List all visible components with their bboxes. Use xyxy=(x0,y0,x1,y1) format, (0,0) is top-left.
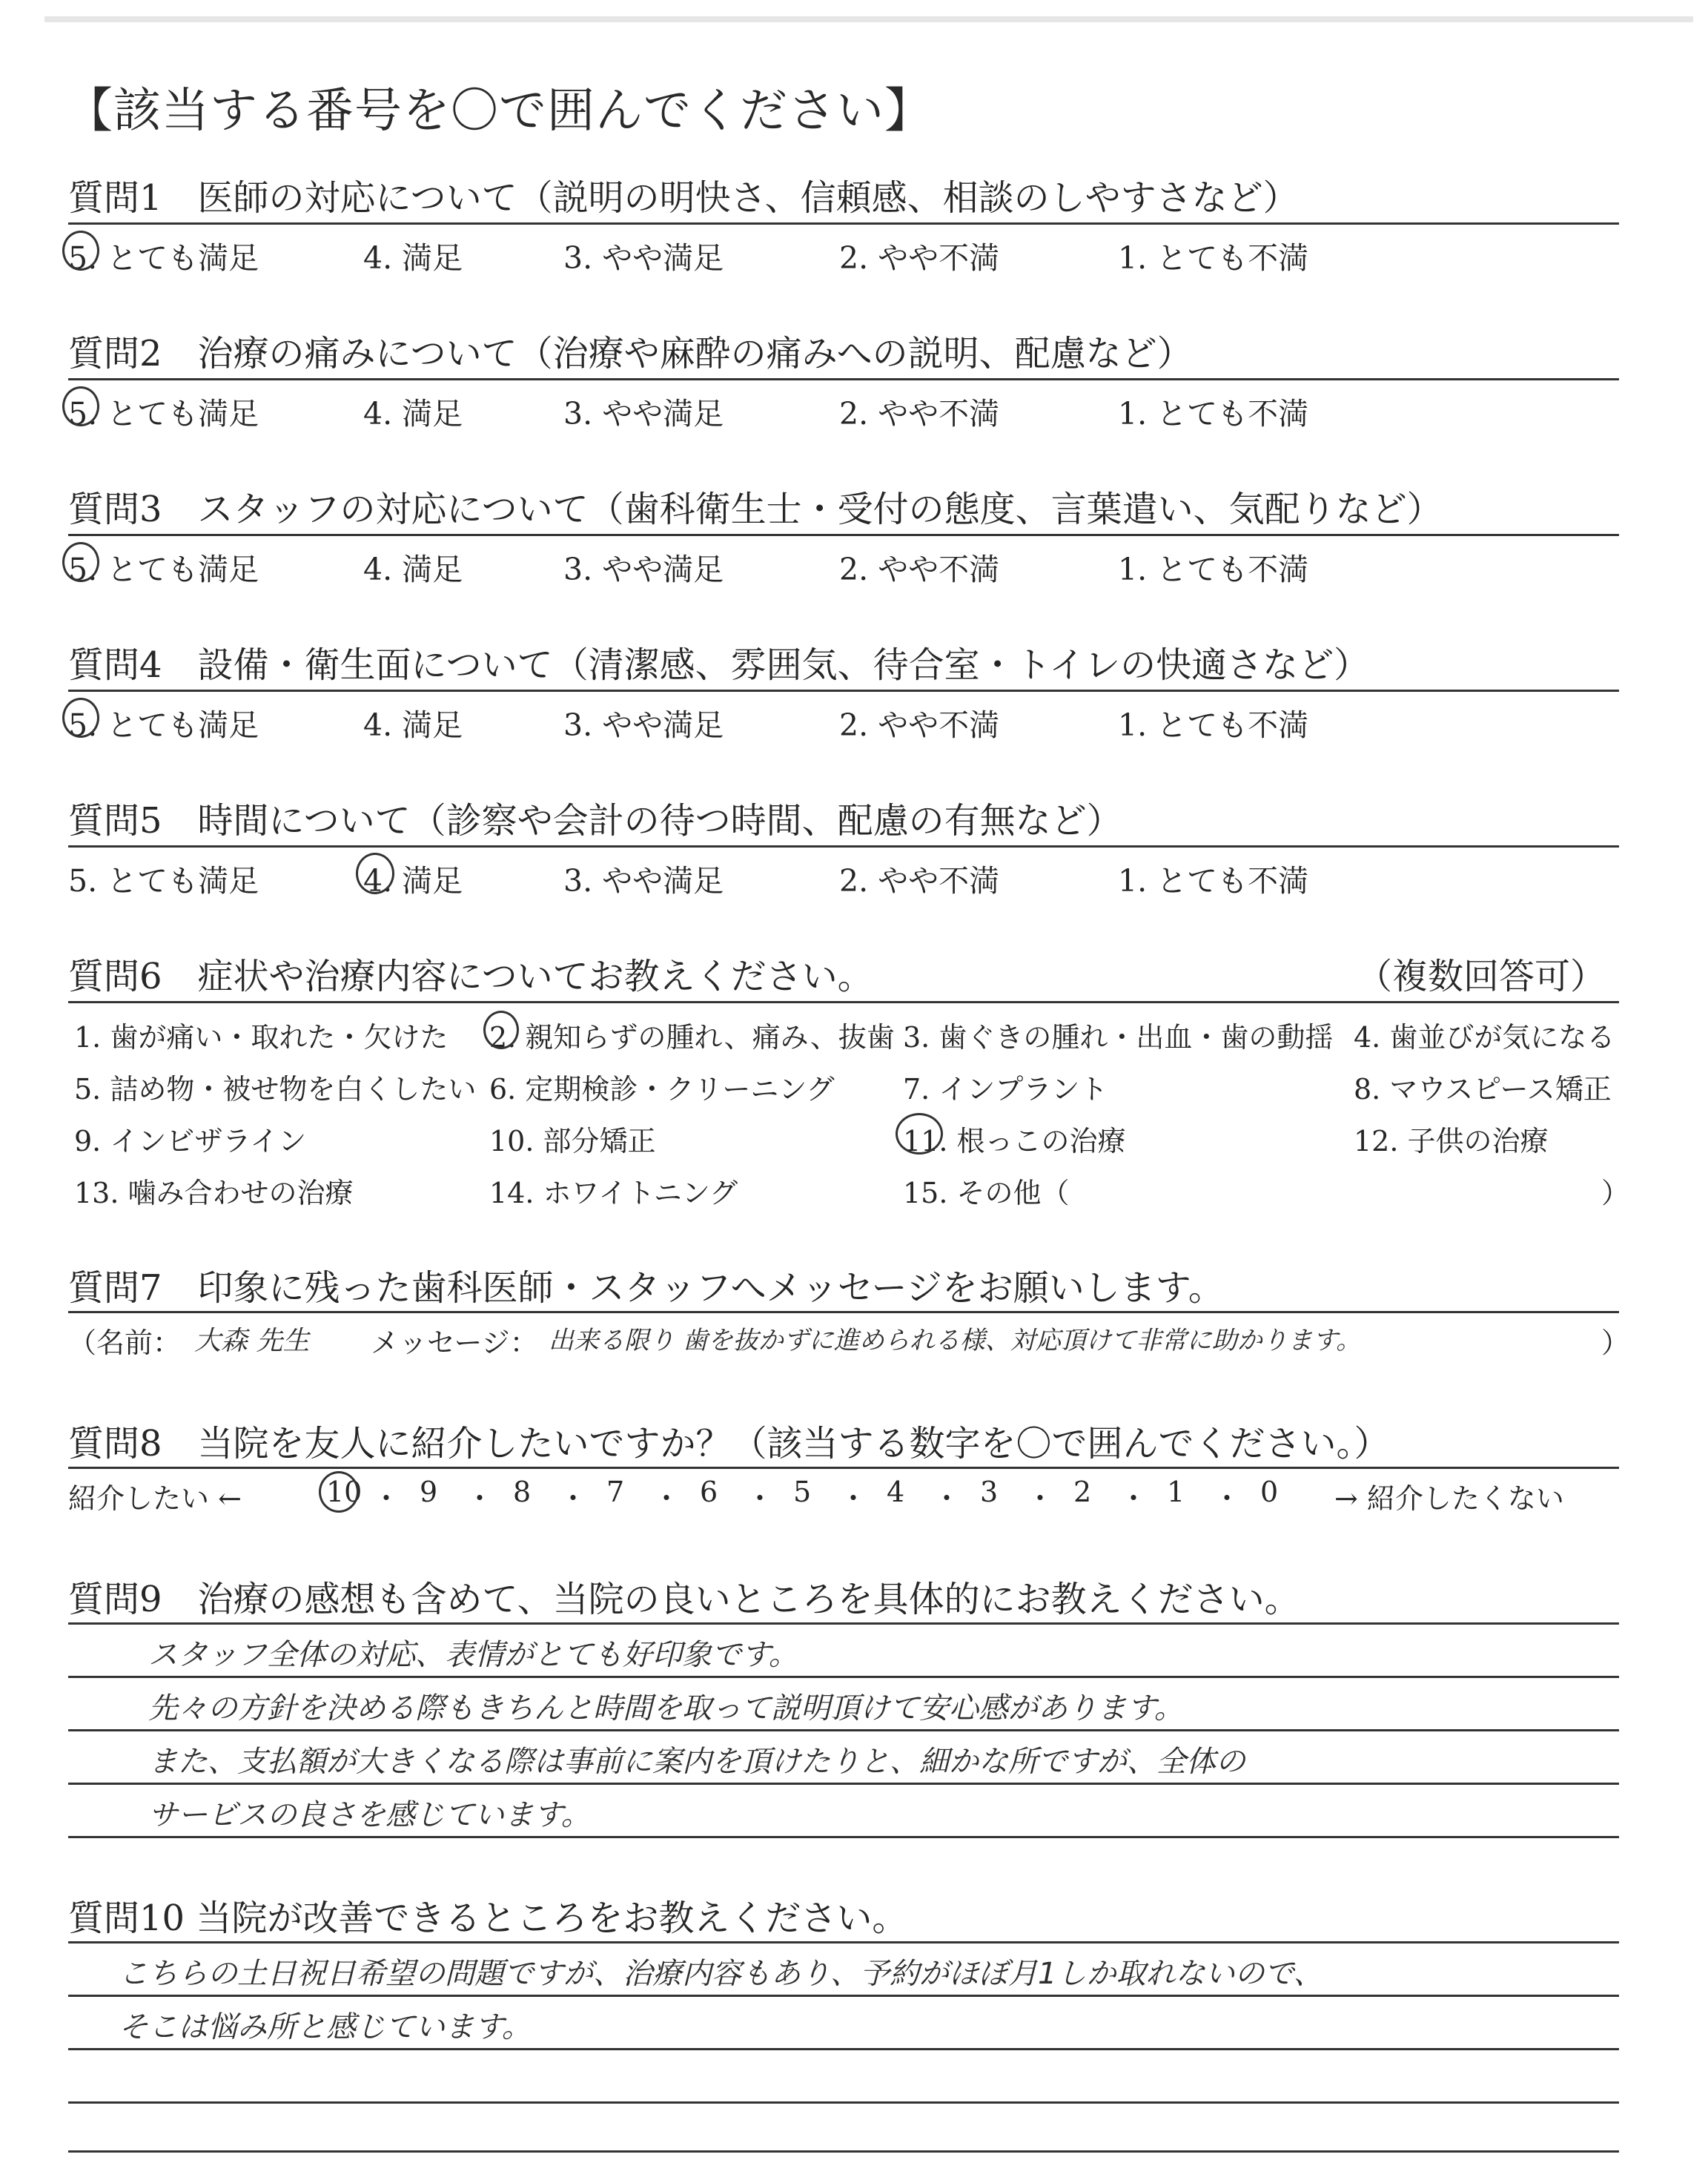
q10-rule-0 xyxy=(68,1941,1619,1943)
q8-scale-8[interactable]: 8 xyxy=(513,1476,532,1508)
q8-left-label: 紹介したい ← xyxy=(68,1482,242,1515)
q9-rule-4 xyxy=(68,1836,1619,1838)
q1-option-5[interactable]: 5. とても満足 xyxy=(68,240,259,276)
q9-answer-line-2[interactable]: 先々の方針を決める際もきちんと時間を取って説明頂けて安心感があります。 xyxy=(148,1691,1184,1725)
q8-scale-separator-dot: ・ xyxy=(372,1482,401,1515)
q8-right-label: → 紹介したくない xyxy=(1334,1482,1564,1515)
q8-scale-2[interactable]: 2 xyxy=(1073,1476,1092,1508)
q8-scale-3[interactable]: 3 xyxy=(980,1476,999,1508)
q3-option-3[interactable]: 3. やや満足 xyxy=(563,552,724,587)
q4-option-4[interactable]: 4. 満足 xyxy=(363,707,463,743)
q7-message-label: メッセージ： xyxy=(371,1327,538,1359)
q5-option-5[interactable]: 5. とても満足 xyxy=(68,863,259,899)
q3-rule xyxy=(68,534,1619,536)
q9-rule-0 xyxy=(68,1622,1619,1625)
q6-item-11[interactable]: 11. 根っこの治療 xyxy=(903,1125,1126,1157)
q6-item-1[interactable]: 1. 歯が痛い・取れた・欠けた xyxy=(74,1021,448,1054)
q6-item-3[interactable]: 3. 歯ぐきの腫れ・出血・歯の動揺 xyxy=(903,1021,1334,1054)
q1-option-1[interactable]: 1. とても不満 xyxy=(1118,240,1309,276)
q2-option-3[interactable]: 3. やや満足 xyxy=(563,396,724,432)
q6-item-11-circle xyxy=(896,1113,943,1155)
q9-rule-2 xyxy=(68,1729,1619,1731)
q7-rule xyxy=(68,1311,1619,1313)
q2-selected-circle xyxy=(62,386,99,426)
q7-name-label: （名前： xyxy=(68,1327,182,1359)
q7-title: 質問7 印象に残った歯科医師・スタッフへメッセージをお願いします。 xyxy=(68,1267,1224,1309)
q6-item-7[interactable]: 7. インプラント xyxy=(903,1073,1108,1106)
q6-item-6[interactable]: 6. 定期検診・クリーニング xyxy=(489,1073,835,1106)
q6-title: 質問6 症状や治療内容についてお教えください。 xyxy=(68,956,873,997)
q7-close-paren: ） xyxy=(1601,1327,1630,1359)
q5-selected-circle xyxy=(356,853,394,894)
q3-option-1[interactable]: 1. とても不満 xyxy=(1118,552,1309,587)
q6-item-15-close-paren: ） xyxy=(1601,1177,1630,1209)
q8-scale-5[interactable]: 5 xyxy=(793,1476,812,1508)
q6-rule xyxy=(68,1001,1619,1003)
q2-option-1[interactable]: 1. とても不満 xyxy=(1118,396,1309,432)
q4-option-5[interactable]: 5. とても満足 xyxy=(68,707,259,743)
q10-title: 質問10 当院が改善できるところをお教えください。 xyxy=(68,1898,908,1939)
q8-scale-separator-dot: ・ xyxy=(559,1482,588,1515)
q8-scale-separator-dot: ・ xyxy=(746,1482,775,1515)
q5-option-1[interactable]: 1. とても不満 xyxy=(1118,863,1309,899)
q8-selected-circle xyxy=(319,1471,359,1513)
q1-selected-circle xyxy=(62,231,99,271)
q9-rule-3 xyxy=(68,1783,1619,1785)
q8-rule xyxy=(68,1467,1619,1469)
q9-rule-1 xyxy=(68,1676,1619,1678)
q6-item-8[interactable]: 8. マウスピース矯正 xyxy=(1354,1073,1612,1106)
q6-item-5[interactable]: 5. 詰め物・被せ物を白くしたい xyxy=(74,1073,477,1106)
q6-item-2[interactable]: 2. 親知らずの腫れ、痛み、抜歯 xyxy=(489,1021,895,1054)
q9-answer-line-3[interactable]: また、支払額が大きくなる際は事前に案内を頂けたりと、細かな所ですが、全体の xyxy=(148,1745,1245,1779)
q8-scale-separator-dot: ・ xyxy=(1213,1482,1242,1515)
q8-scale-separator-dot: ・ xyxy=(933,1482,961,1515)
q5-title: 質問5 時間について（診察や会計の待つ時間、配慮の有無など） xyxy=(68,800,1122,842)
instruction-header: 【該当する番号を〇で囲んでください】 xyxy=(65,84,933,139)
q1-option-4[interactable]: 4. 満足 xyxy=(363,240,463,276)
q4-title: 質問4 設備・衛生面について（清潔感、雰囲気、待合室・トイレの快適さなど） xyxy=(68,644,1370,686)
q10-rule-4 xyxy=(68,2150,1619,2153)
q5-option-2[interactable]: 2. やや不満 xyxy=(839,863,1000,899)
q8-scale-7[interactable]: 7 xyxy=(606,1476,625,1508)
q8-scale-separator-dot: ・ xyxy=(839,1482,868,1515)
q10-rule-2 xyxy=(68,2048,1619,2050)
q6-multiple-answers-note: （複数回答可） xyxy=(1357,956,1606,997)
q5-option-4[interactable]: 4. 満足 xyxy=(363,863,463,899)
q2-rule xyxy=(68,378,1619,380)
q8-scale-separator-dot: ・ xyxy=(652,1482,681,1515)
q4-option-1[interactable]: 1. とても不満 xyxy=(1118,707,1309,743)
q3-selected-circle xyxy=(62,542,99,582)
q8-scale-10[interactable]: 10 xyxy=(326,1476,363,1508)
q1-option-3[interactable]: 3. やや満足 xyxy=(563,240,724,276)
q1-rule xyxy=(68,222,1619,225)
q3-option-4[interactable]: 4. 満足 xyxy=(363,552,463,587)
q8-title: 質問8 当院を友人に紹介したいですか？（該当する数字を〇で囲んでください。） xyxy=(68,1423,1390,1464)
q10-rule-3 xyxy=(68,2101,1619,2104)
q4-option-2[interactable]: 2. やや不満 xyxy=(839,707,1000,743)
q9-title: 質問9 治療の感想も含めて、当院の良いところを具体的にお教えください。 xyxy=(68,1579,1300,1620)
q8-scale-separator-dot: ・ xyxy=(1119,1482,1148,1515)
q7-message-handwritten[interactable]: 出来る限り 歯を抜かずに進められる様、対応頂けて非常に助かります。 xyxy=(549,1326,1362,1355)
q1-option-2[interactable]: 2. やや不満 xyxy=(839,240,1000,276)
q8-scale-0[interactable]: 0 xyxy=(1260,1476,1279,1508)
q6-item-10[interactable]: 10. 部分矯正 xyxy=(489,1125,656,1157)
q2-option-4[interactable]: 4. 満足 xyxy=(363,396,463,432)
q6-item-13[interactable]: 13. 噛み合わせの治療 xyxy=(74,1177,354,1209)
q6-item-9[interactable]: 9. インビザライン xyxy=(74,1125,307,1157)
q8-scale-9[interactable]: 9 xyxy=(420,1476,438,1508)
q6-item-4[interactable]: 4. 歯並びが気になる xyxy=(1354,1021,1615,1054)
q8-scale-1[interactable]: 1 xyxy=(1167,1476,1185,1508)
q6-item-14[interactable]: 14. ホワイトニング xyxy=(489,1177,738,1209)
q5-option-3[interactable]: 3. やや満足 xyxy=(563,863,724,899)
q7-name-handwritten[interactable]: 大森 先生 xyxy=(194,1326,310,1356)
scan-top-edge xyxy=(44,16,1693,22)
q10-rule-1 xyxy=(68,1995,1619,1997)
q8-scale-6[interactable]: 6 xyxy=(700,1476,718,1508)
q3-option-2[interactable]: 2. やや不満 xyxy=(839,552,1000,587)
q10-answer-line-2[interactable]: そこは悩み所と感じています。 xyxy=(119,2010,532,2044)
q2-title: 質問2 治療の痛みについて（治療や麻酔の痛みへの説明、配慮など） xyxy=(68,333,1193,374)
q6-item-15[interactable]: 15. その他（ xyxy=(903,1177,1070,1209)
q4-option-3[interactable]: 3. やや満足 xyxy=(563,707,724,743)
q8-scale-separator-dot: ・ xyxy=(1026,1482,1055,1515)
q8-scale-4[interactable]: 4 xyxy=(887,1476,905,1508)
q8-scale-separator-dot: ・ xyxy=(466,1482,494,1515)
q4-selected-circle xyxy=(62,698,99,738)
q4-rule xyxy=(68,690,1619,692)
q1-title: 質問1 医師の対応について（説明の明快さ、信頼感、相談のしやすさなど） xyxy=(68,177,1299,219)
q2-option-2[interactable]: 2. やや不満 xyxy=(839,396,1000,432)
q3-option-5[interactable]: 5. とても満足 xyxy=(68,552,259,587)
q9-answer-line-4[interactable]: サービスの良さを感じています。 xyxy=(148,1798,591,1832)
q6-item-2-circle xyxy=(483,1011,519,1049)
q10-answer-line-1[interactable]: こちらの土日祝日希望の問題ですが、治療内容もあり、予約がほぼ月1しか取れないので、 xyxy=(119,1957,1323,1991)
q6-item-12[interactable]: 12. 子供の治療 xyxy=(1354,1125,1549,1157)
q3-title: 質問3 スタッフの対応について（歯科衛生士・受付の態度、言葉遣い、気配りなど） xyxy=(68,489,1443,530)
q5-rule xyxy=(68,845,1619,848)
q2-option-5[interactable]: 5. とても満足 xyxy=(68,396,259,432)
q9-answer-line-1[interactable]: スタッフ全体の対応、表情がとても好印象です。 xyxy=(148,1638,798,1672)
